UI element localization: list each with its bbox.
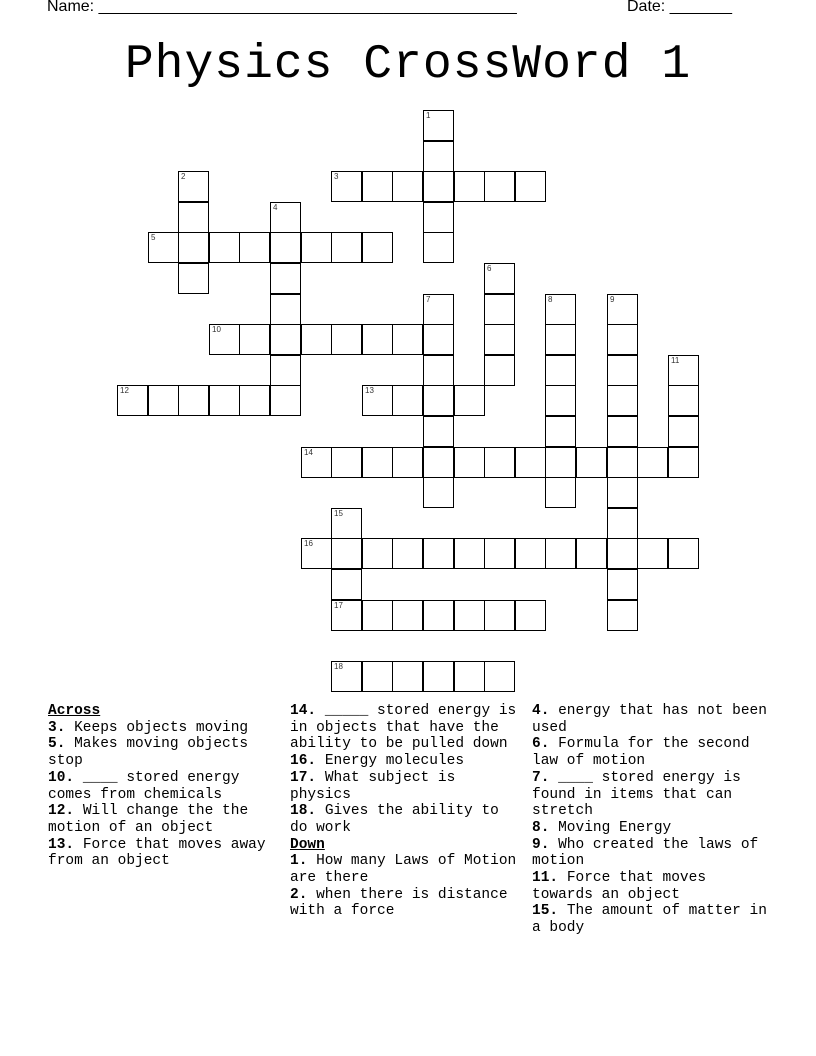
grid-cell[interactable] xyxy=(239,385,270,416)
grid-cell[interactable] xyxy=(637,447,668,478)
name-field-label: Name: _______________________________________________ xyxy=(47,0,517,15)
grid-cell[interactable] xyxy=(178,202,209,233)
grid-cell[interactable] xyxy=(545,416,576,447)
clue-text: Keeps objects moving xyxy=(74,719,249,736)
grid-cell[interactable] xyxy=(423,447,454,478)
grid-cell[interactable] xyxy=(545,538,576,569)
grid-cell[interactable] xyxy=(607,477,638,508)
grid-cell[interactable] xyxy=(607,324,638,355)
grid-cell[interactable] xyxy=(331,661,362,692)
clue-across-13 xyxy=(48,837,288,870)
clue-down-9 xyxy=(532,837,772,870)
grid-clue-number: 11 xyxy=(671,356,680,365)
grid-cell[interactable] xyxy=(484,324,515,355)
grid-clue-number: 16 xyxy=(304,539,313,548)
grid-cell[interactable] xyxy=(331,569,362,600)
date-field-label: Date: _______ xyxy=(627,0,732,15)
grid-cell[interactable] xyxy=(423,538,454,569)
grid-cell[interactable] xyxy=(423,171,454,202)
grid-cell[interactable] xyxy=(148,385,179,416)
grid-clue-number: 18 xyxy=(334,662,343,671)
grid-cell[interactable] xyxy=(362,324,393,355)
clue-text: Gives the ability to do work xyxy=(290,803,499,836)
grid-cell[interactable] xyxy=(484,355,515,386)
grid-cell[interactable] xyxy=(392,324,423,355)
grid-cell[interactable] xyxy=(423,355,454,386)
grid-cell[interactable] xyxy=(362,232,393,263)
grid-cell[interactable] xyxy=(239,324,270,355)
grid-cell[interactable] xyxy=(270,355,301,386)
grid-cell[interactable] xyxy=(668,447,699,478)
grid-clue-number: 6 xyxy=(487,264,492,273)
clue-text: ____ stored energy is found in items that can stretch xyxy=(532,769,741,820)
grid-cell[interactable] xyxy=(545,324,576,355)
grid-clue-number: 15 xyxy=(334,509,343,518)
clue-across-3 xyxy=(48,720,288,737)
grid-cell[interactable] xyxy=(668,355,699,386)
grid-cell[interactable] xyxy=(392,538,423,569)
clue-number: 3. xyxy=(48,719,66,736)
clue-number: 7. xyxy=(532,769,550,786)
grid-cell[interactable] xyxy=(331,538,362,569)
grid-cell[interactable] xyxy=(301,447,332,478)
clue-number: 2. xyxy=(290,886,308,903)
grid-cell[interactable] xyxy=(545,294,576,325)
page-title: Physics CrossWord 1 xyxy=(124,38,692,92)
grid-cell[interactable] xyxy=(576,538,607,569)
clue-number: 16. xyxy=(290,753,317,770)
down-heading: Down xyxy=(290,836,325,853)
grid-cell[interactable] xyxy=(392,447,423,478)
grid-cell[interactable] xyxy=(484,171,515,202)
clue-text: energy that has not been used xyxy=(532,703,767,736)
grid-clue-number: 1 xyxy=(426,111,431,120)
grid-cell[interactable] xyxy=(392,600,423,631)
grid-cell[interactable] xyxy=(484,263,515,294)
grid-cell[interactable] xyxy=(668,385,699,416)
clue-number: 13. xyxy=(48,836,75,853)
grid-cell[interactable] xyxy=(362,661,393,692)
clue-number: 5. xyxy=(48,736,66,753)
grid-cell[interactable] xyxy=(331,600,362,631)
across-heading: Across xyxy=(48,703,101,719)
grid-cell[interactable] xyxy=(607,569,638,600)
grid-clue-number: 8 xyxy=(548,295,553,304)
clue-across-16 xyxy=(290,753,520,770)
clues-column-3 xyxy=(532,703,772,937)
grid-clue-number: 3 xyxy=(334,172,339,181)
grid-cell[interactable] xyxy=(423,324,454,355)
clues-column-1 xyxy=(48,703,288,870)
clue-down-11 xyxy=(532,870,772,903)
grid-cell[interactable] xyxy=(362,171,393,202)
grid-cell[interactable] xyxy=(576,447,607,478)
clue-number: 10. xyxy=(48,769,75,786)
clue-across-14 xyxy=(290,703,520,753)
grid-cell[interactable] xyxy=(484,600,515,631)
grid-clue-number: 14 xyxy=(304,448,313,457)
grid-cell[interactable] xyxy=(454,600,485,631)
grid-cell[interactable] xyxy=(484,661,515,692)
grid-cell[interactable] xyxy=(607,385,638,416)
grid-cell[interactable] xyxy=(270,202,301,233)
grid-cell[interactable] xyxy=(331,324,362,355)
clues-column-2 xyxy=(290,703,520,920)
grid-cell[interactable] xyxy=(515,538,546,569)
clue-text: _____ stored energy is in objects that have the ability to be pulled down xyxy=(290,703,517,753)
clue-text: Makes moving objects stop xyxy=(48,736,249,770)
grid-cell[interactable] xyxy=(607,416,638,447)
grid-cell[interactable] xyxy=(362,447,393,478)
grid-clue-number: 13 xyxy=(365,386,374,395)
grid-cell[interactable] xyxy=(209,324,240,355)
grid-cell[interactable] xyxy=(362,385,393,416)
clue-text: Force that moves away from an object xyxy=(48,836,266,870)
grid-cell[interactable] xyxy=(362,538,393,569)
grid-cell[interactable] xyxy=(668,538,699,569)
clue-text: Energy molecules xyxy=(324,753,465,770)
clue-text: Moving Energy xyxy=(558,819,672,836)
clue-number: 11. xyxy=(532,870,559,887)
grid-cell[interactable] xyxy=(331,232,362,263)
clue-number: 18. xyxy=(290,803,317,820)
clue-down-2 xyxy=(290,887,520,920)
grid-cell[interactable] xyxy=(331,171,362,202)
clue-down-15 xyxy=(532,903,772,936)
grid-cell[interactable] xyxy=(239,232,270,263)
clue-number: 4. xyxy=(532,703,550,719)
clue-down-6 xyxy=(532,736,772,769)
grid-cell[interactable] xyxy=(454,171,485,202)
grid-cell[interactable] xyxy=(454,661,485,692)
grid-cell[interactable] xyxy=(423,661,454,692)
clue-text: Force that moves towards an object xyxy=(532,870,707,903)
grid-cell[interactable] xyxy=(178,385,209,416)
grid-cell[interactable] xyxy=(392,385,423,416)
clue-number: 14. xyxy=(290,703,317,719)
grid-cell[interactable] xyxy=(607,538,638,569)
clue-text: Will change the the motion of an object xyxy=(48,803,249,836)
grid-cell[interactable] xyxy=(423,110,454,141)
grid-clue-number: 12 xyxy=(120,386,129,395)
grid-cell[interactable] xyxy=(301,324,332,355)
grid-cell[interactable] xyxy=(331,508,362,539)
grid-cell[interactable] xyxy=(484,447,515,478)
grid-cell[interactable] xyxy=(637,538,668,569)
grid-cell[interactable] xyxy=(484,294,515,325)
clue-text: ____ stored energy comes from chemicals xyxy=(48,769,240,803)
clue-across-5 xyxy=(48,736,288,769)
grid-cell[interactable] xyxy=(454,385,485,416)
grid-cell[interactable] xyxy=(270,232,301,263)
grid-clue-number: 9 xyxy=(610,295,615,304)
grid-cell[interactable] xyxy=(515,600,546,631)
clue-number: 12. xyxy=(48,803,75,820)
grid-cell[interactable] xyxy=(545,355,576,386)
grid-cell[interactable] xyxy=(607,600,638,631)
grid-cell[interactable] xyxy=(454,447,485,478)
clue-across-12 xyxy=(48,803,288,836)
grid-cell[interactable] xyxy=(607,355,638,386)
grid-cell[interactable] xyxy=(423,232,454,263)
grid-cell[interactable] xyxy=(423,416,454,447)
grid-cell[interactable] xyxy=(423,600,454,631)
clue-text: when there is distance with a force xyxy=(290,886,508,920)
clue-down-8 xyxy=(532,820,772,837)
clue-text: Who created the laws of motion xyxy=(532,836,759,870)
grid-clue-number: 5 xyxy=(151,233,156,242)
grid-cell[interactable] xyxy=(362,600,393,631)
grid-cell[interactable] xyxy=(301,232,332,263)
grid-cell[interactable] xyxy=(301,538,332,569)
grid-cell[interactable] xyxy=(423,141,454,172)
grid-cell[interactable] xyxy=(270,385,301,416)
clue-number: 17. xyxy=(290,769,317,786)
clue-number: 15. xyxy=(532,903,559,920)
grid-cell[interactable] xyxy=(209,232,240,263)
grid-clue-number: 7 xyxy=(426,295,431,304)
grid-cell[interactable] xyxy=(117,385,148,416)
clue-number: 1. xyxy=(290,853,308,870)
clue-across-18 xyxy=(290,803,520,836)
grid-cell[interactable] xyxy=(607,294,638,325)
grid-clue-number: 10 xyxy=(212,325,221,334)
clue-text: Formula for the second law of motion xyxy=(532,736,750,770)
grid-cell[interactable] xyxy=(148,232,179,263)
clue-down-7 xyxy=(532,770,772,820)
grid-cell[interactable] xyxy=(270,294,301,325)
clue-across-10 xyxy=(48,770,288,803)
clue-text: What subject is physics xyxy=(290,769,456,803)
grid-cell[interactable] xyxy=(484,538,515,569)
grid-cell[interactable] xyxy=(178,171,209,202)
clue-number: 9. xyxy=(532,836,550,853)
grid-cell[interactable] xyxy=(423,294,454,325)
grid-cell[interactable] xyxy=(331,447,362,478)
clue-down-1 xyxy=(290,853,520,886)
clue-down-4 xyxy=(532,703,772,736)
grid-cell[interactable] xyxy=(270,263,301,294)
grid-clue-number: 4 xyxy=(273,203,278,212)
grid-cell[interactable] xyxy=(423,385,454,416)
clue-text: The amount of matter in a body xyxy=(532,903,767,937)
clue-number: 8. xyxy=(532,819,550,836)
grid-cell[interactable] xyxy=(515,171,546,202)
grid-clue-number: 17 xyxy=(334,601,343,610)
grid-cell[interactable] xyxy=(545,477,576,508)
grid-cell[interactable] xyxy=(270,324,301,355)
clue-across-17 xyxy=(290,770,520,803)
grid-cell[interactable] xyxy=(392,661,423,692)
grid-cell[interactable] xyxy=(423,202,454,233)
grid-clue-number: 2 xyxy=(181,172,186,181)
grid-cell[interactable] xyxy=(515,447,546,478)
clue-text: How many Laws of Motion are there xyxy=(290,853,517,887)
grid-cell[interactable] xyxy=(545,447,576,478)
clue-number: 6. xyxy=(532,736,550,753)
grid-cell[interactable] xyxy=(454,538,485,569)
grid-cell[interactable] xyxy=(178,232,209,263)
grid-cell[interactable] xyxy=(178,263,209,294)
grid-cell[interactable] xyxy=(392,171,423,202)
grid-cell[interactable] xyxy=(668,416,699,447)
grid-cell[interactable] xyxy=(209,385,240,416)
grid-cell[interactable] xyxy=(607,447,638,478)
grid-cell[interactable] xyxy=(423,477,454,508)
grid-cell[interactable] xyxy=(545,385,576,416)
grid-cell[interactable] xyxy=(607,508,638,539)
